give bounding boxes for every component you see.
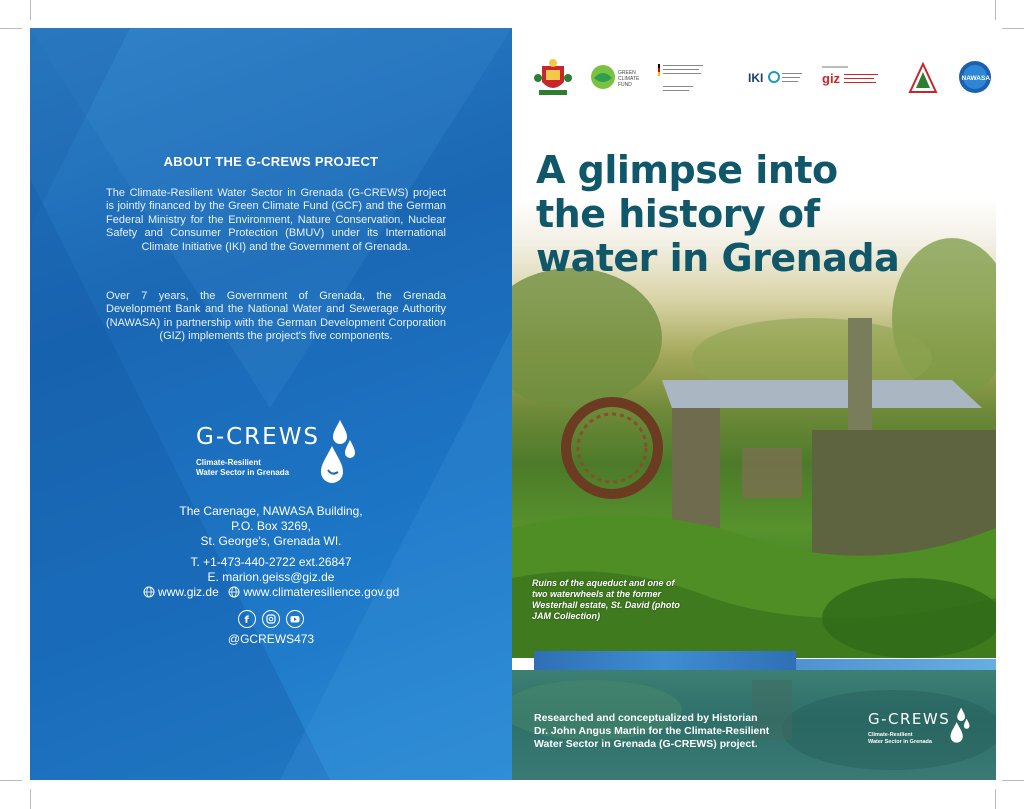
web-links: [30, 584, 512, 599]
headline-line-2: the history of: [536, 192, 820, 236]
address-line-2: P.O. Box 3269,: [231, 519, 311, 533]
research-line-2: Dr. John Angus Martin for the Climate-Resilient: [534, 725, 770, 737]
brochure-spread: [30, 28, 996, 780]
about-paragraph-1: The Climate-Resilient Water Sector in Grenada (G-CREWS) project is jointly financed by the Green Climate Fund (GCF) and the German Federal Ministry for the Environment, Nature Conservation, Nuclear Safety and Consumer Protection (BMUV) under its International Climate Initiative (IKI) and the Government of Grenada.: [106, 187, 446, 253]
partner-logos: [512, 58, 996, 102]
crop-mark: [0, 780, 22, 781]
water-drops-icon: [950, 704, 970, 748]
crop-mark: [1002, 780, 1024, 781]
phone-number: T. +1-473-440-2722 ext.26847: [190, 555, 352, 569]
gcrews-logo-footer: [868, 702, 978, 752]
website-link-climateresilience[interactable]: www.climateresilience.gov.gd: [243, 584, 400, 599]
cover-panel: [512, 28, 996, 780]
iki-logo-text: IKI: [748, 71, 764, 85]
social-handle[interactable]: @GCREWS473: [227, 632, 315, 646]
giz-logo-text: giz: [822, 71, 841, 86]
grenada-coat-of-arms-icon: [534, 58, 572, 98]
contact-block: [30, 555, 512, 585]
gcrews-logo-word: G-CREWS: [196, 424, 321, 450]
green-climate-fund-text: [618, 70, 639, 88]
gcrews-logo-subtitle: [196, 458, 289, 478]
bmuv-logo-icon: [658, 60, 710, 100]
cover-headline: [536, 148, 899, 280]
about-title: ABOUT THE G-CREWS PROJECT: [163, 154, 379, 169]
grenada-development-bank-icon: [908, 62, 938, 96]
accent-bar: [534, 651, 796, 670]
research-credit: [534, 712, 834, 751]
crop-mark: [0, 28, 22, 29]
crop-mark: [995, 789, 996, 809]
crop-mark: [30, 0, 31, 20]
about-panel: [30, 28, 512, 780]
address-line-1: The Carenage, NAWASA Building,: [179, 504, 363, 518]
research-line-3: Water Sector in Grenada (G-CREWS) project.: [534, 738, 758, 750]
website-link-giz[interactable]: www.giz.de: [158, 584, 219, 599]
nawasa-logo-icon: [958, 60, 992, 94]
gcf-line-1: GREEN: [618, 70, 636, 76]
iki-logo-icon: [748, 68, 804, 88]
facebook-icon[interactable]: [238, 610, 256, 628]
water-drops-icon: [320, 418, 356, 488]
svg-text:f: f: [244, 615, 249, 626]
email-address[interactable]: E. marion.geiss@giz.de: [207, 570, 335, 584]
about-paragraph-2: Over 7 years, the Government of Grenada, the Grenada Development Bank and the National Water and Sewerage Authority (NAWASA) in partnership with the German Development Corporation (GIZ) implements the project's five components.: [106, 290, 446, 343]
gcrews-logo: [196, 418, 356, 488]
photo-caption: Ruins of the aqueduct and one of two waterwheels at the former Westerhall estate, St. David (photo JAM Collection): [532, 578, 680, 621]
globe-icon: [143, 586, 155, 598]
address-line-3: St. George's, Grenada WI.: [200, 534, 342, 548]
gcrews-sub-line2: Water Sector in Grenada: [196, 468, 290, 477]
gcrews-footer-sub-line2: Water Sector in Grenada: [868, 739, 932, 745]
nawasa-logo-text: NAWASA: [961, 75, 991, 82]
background-triangles: [30, 28, 512, 780]
headline-line-1: A glimpse into: [536, 148, 838, 192]
instagram-icon[interactable]: [262, 610, 280, 628]
youtube-icon[interactable]: [286, 610, 304, 628]
social-icons: [30, 610, 512, 628]
gcf-line-3: FUND: [618, 82, 632, 88]
research-line-1: Researched and conceptualized by Historian: [534, 712, 758, 724]
crop-mark: [1002, 28, 1024, 29]
address-block: [30, 504, 512, 549]
crop-mark: [995, 0, 996, 20]
gcrews-footer-subtitle: [868, 732, 932, 746]
globe-icon: [228, 586, 240, 598]
gcrews-footer-sub-line1: Climate-Resilient: [868, 732, 913, 738]
giz-logo-icon: [822, 66, 882, 88]
green-climate-fund-icon: [590, 64, 616, 90]
crop-mark: [30, 789, 31, 809]
headline-line-3: water in Grenada: [536, 236, 900, 280]
gcf-line-2: CLIMATE: [618, 76, 640, 82]
gcrews-sub-line1: Climate-Resilient: [196, 458, 261, 467]
accent-bar-secondary: [796, 659, 996, 670]
gcrews-footer-word: G-CREWS: [868, 710, 951, 728]
